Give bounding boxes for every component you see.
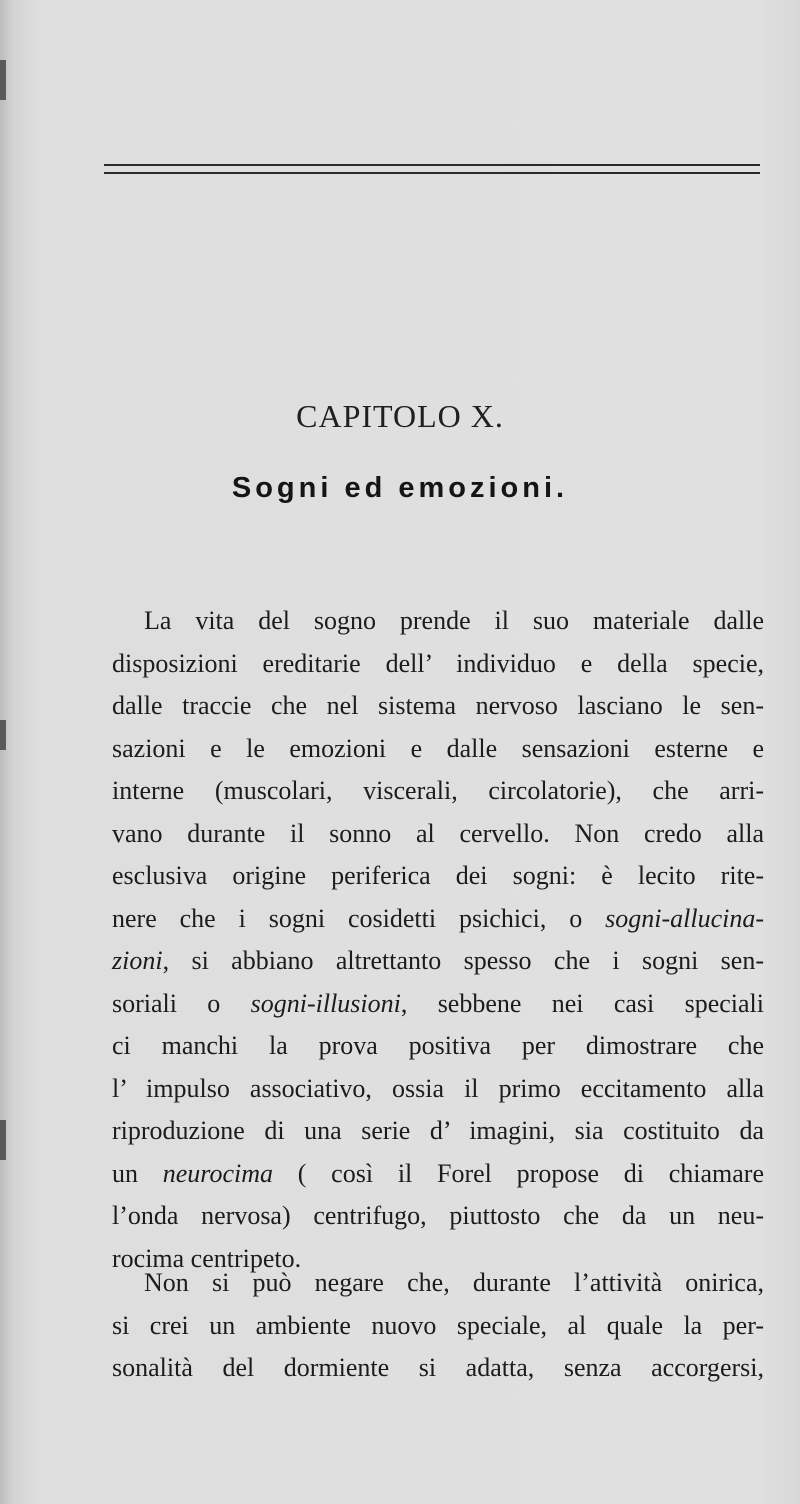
text-line <box>112 1110 764 1153</box>
chapter-title: Sogni ed emozioni. <box>231 472 569 504</box>
italic-term: zioni <box>112 946 163 975</box>
text-line <box>112 1347 764 1390</box>
italic-term: sogni-illusioni <box>250 988 401 1018</box>
text-run: , si abbiano altrettanto spesso che i sogni sen- <box>162 946 764 975</box>
text-line <box>112 770 764 813</box>
text-run: interne (muscolari, viscerali, circolatorie), che arri- <box>112 776 764 805</box>
text-run: soriali o <box>112 988 251 1018</box>
text-run: esclusiva origine periferica dei sogni: è lecito rite- <box>112 861 764 890</box>
text-run: La vita del sogno prende il suo materiale dalle <box>144 606 764 635</box>
text-line <box>112 1068 764 1111</box>
text-run: l’onda nervosa) centrifugo, piuttosto che da un neu- <box>112 1201 764 1230</box>
paragraph-1 <box>112 600 764 1280</box>
italic-term: sogni-allucina- <box>605 903 764 933</box>
chapter-number: CAPITOLO X. <box>296 398 504 434</box>
text-line <box>112 983 764 1026</box>
text-line <box>112 600 764 643</box>
text-line <box>112 1262 764 1305</box>
text-run: rocima centripeto. <box>112 1243 302 1273</box>
text-line <box>112 1153 764 1196</box>
text-run: un <box>112 1158 163 1188</box>
text-run: disposizioni ereditarie dell’ individuo e della specie, <box>112 648 764 678</box>
header-rule-bottom <box>104 172 760 174</box>
text-run: l’ impulso associativo, ossia il primo eccitamento alla <box>112 1073 764 1103</box>
italic-term: neurocima <box>162 1158 273 1188</box>
text-run: ci manchi la prova positiva per dimostrare che <box>112 1031 764 1060</box>
text-line <box>112 898 764 941</box>
text-line <box>112 728 764 771</box>
page-edge-mark <box>0 1120 6 1160</box>
text-run: ( così il Forel propose di chiamare <box>273 1158 764 1188</box>
page-edge-mark <box>0 720 6 750</box>
text-line <box>112 1305 764 1348</box>
text-line <box>112 1195 764 1238</box>
text-line <box>112 813 764 856</box>
text-run: sazioni e le emozioni e dalle sensazioni esterne e <box>112 733 764 763</box>
page-edge-mark <box>0 60 6 100</box>
text-run: nere che i sogni cosidetti psichici, o <box>112 903 606 933</box>
paragraph-2 <box>112 1262 764 1390</box>
text-run: vano durante il sonno al cervello. Non credo alla <box>112 818 764 848</box>
text-line <box>112 855 764 898</box>
text-run: dalle traccie che nel sistema nervoso lasciano le sen- <box>112 691 764 720</box>
text-line <box>112 940 764 983</box>
text-line <box>112 1025 764 1068</box>
text-run: si crei un ambiente nuovo speciale, al quale la per- <box>112 1310 764 1340</box>
text-run: Non si può negare che, durante l’attività onirica, <box>144 1268 764 1297</box>
text-run: , sebbene nei casi speciali <box>400 988 764 1018</box>
text-run: riproduzione di una serie d’ imagini, sia costituito da <box>112 1116 764 1145</box>
header-rule-top <box>104 164 760 166</box>
text-line <box>112 643 764 686</box>
text-run: sonalità del dormiente si adatta, senza accorgersi, <box>112 1353 764 1382</box>
text-line <box>112 685 764 728</box>
